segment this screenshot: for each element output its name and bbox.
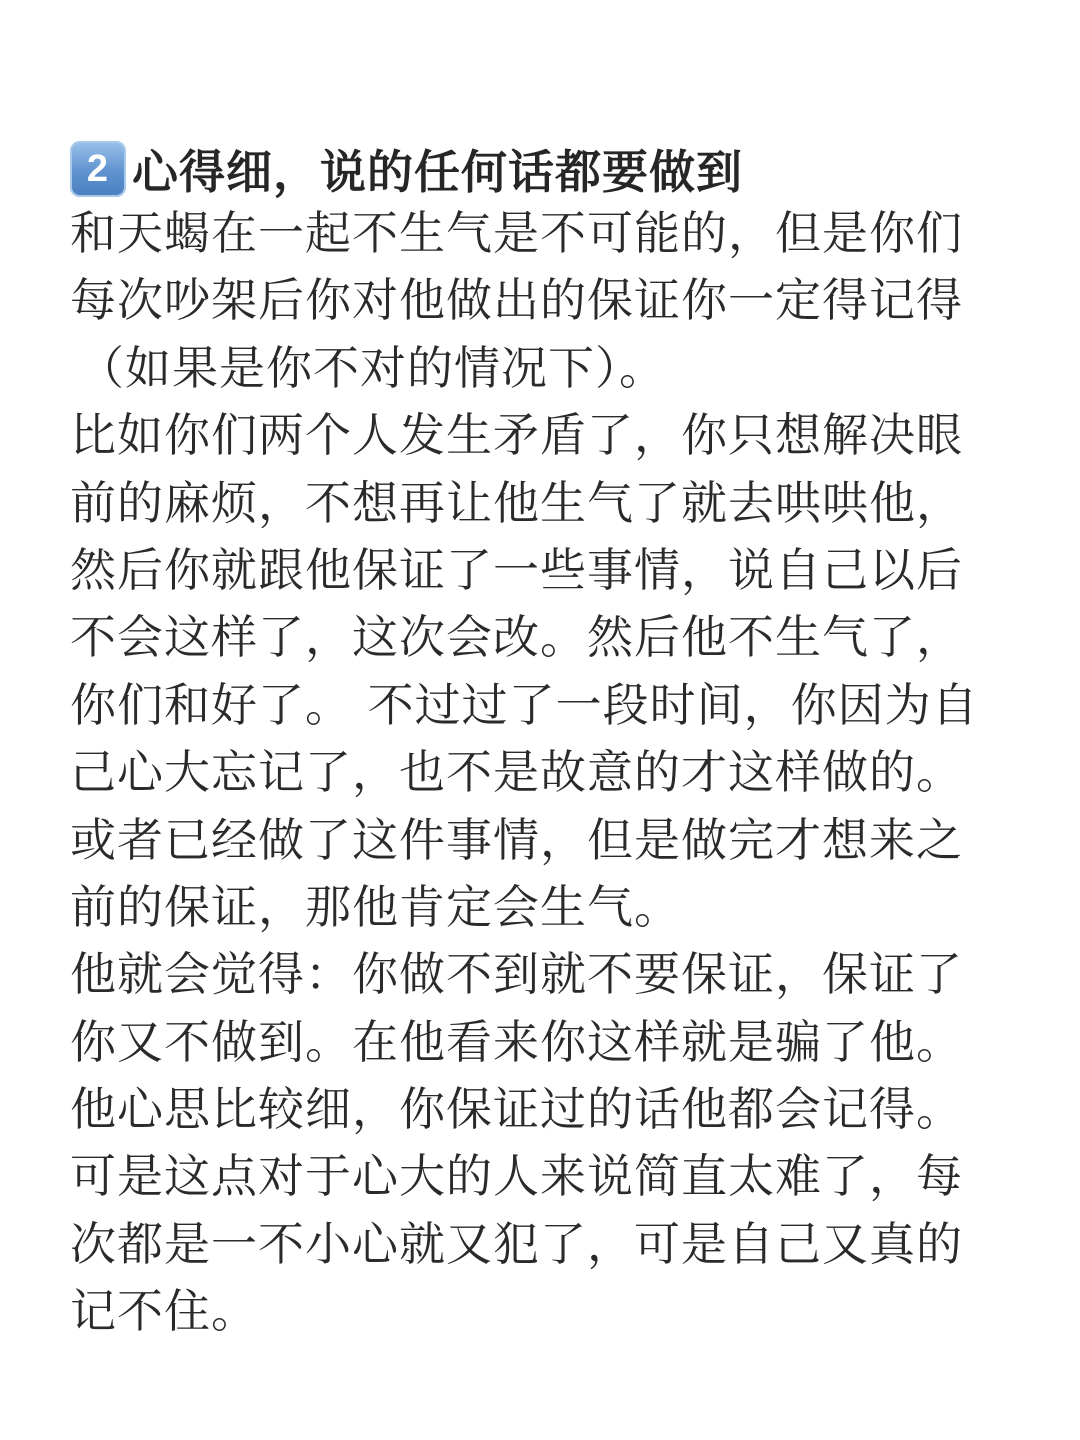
body-line: 不会这样了，这次会改。然后他不生气了， [70, 610, 963, 665]
body-line: 他就会觉得：你做不到就不要保证，保证了 [70, 947, 963, 1002]
body-line: 每次吵架后你对他做出的保证你一定得记得 [70, 273, 963, 328]
section-heading [70, 138, 1010, 200]
body-line: 然后你就跟他保证了一些事情，说自己以后 [70, 542, 963, 597]
body-line: 前的麻烦，不想再让他生气了就去哄哄他， [70, 475, 963, 530]
body-line: （如果是你不对的情况下）。 [78, 340, 666, 395]
body-line: 或者已经做了这件事情，但是做完才想来之 [70, 812, 963, 867]
keycap-digit-two-icon: 2 [70, 141, 126, 197]
article [70, 138, 1010, 1346]
body-line: 你们和好了。 不过过了一段时间，你因为自 [70, 677, 979, 732]
body-line: 可是这点对于心大的人来说简直太难了，每 [70, 1149, 963, 1204]
body-line: 他心思比较细，你保证过的话他都会记得。 [70, 1082, 963, 1137]
body-line: 记不住。 [70, 1284, 258, 1339]
body-line: 己心大忘记了，也不是故意的才这样做的。 [70, 745, 963, 800]
body-line: 次都是一不小心就又犯了，可是自己又真的 [70, 1216, 963, 1271]
body-line: 比如你们两个人发生矛盾了，你只想解决眼 [70, 408, 963, 463]
section-heading-text: 心得细，说的任何话都要做到 [132, 145, 743, 199]
body-line: 和天蝎在一起不生气是不可能的，但是你们 [70, 206, 963, 260]
body-line: 你又不做到。在他看来你这样就是骗了他。 [70, 1014, 963, 1069]
body-line: 前的保证，那他肯定会生气。 [70, 879, 681, 934]
